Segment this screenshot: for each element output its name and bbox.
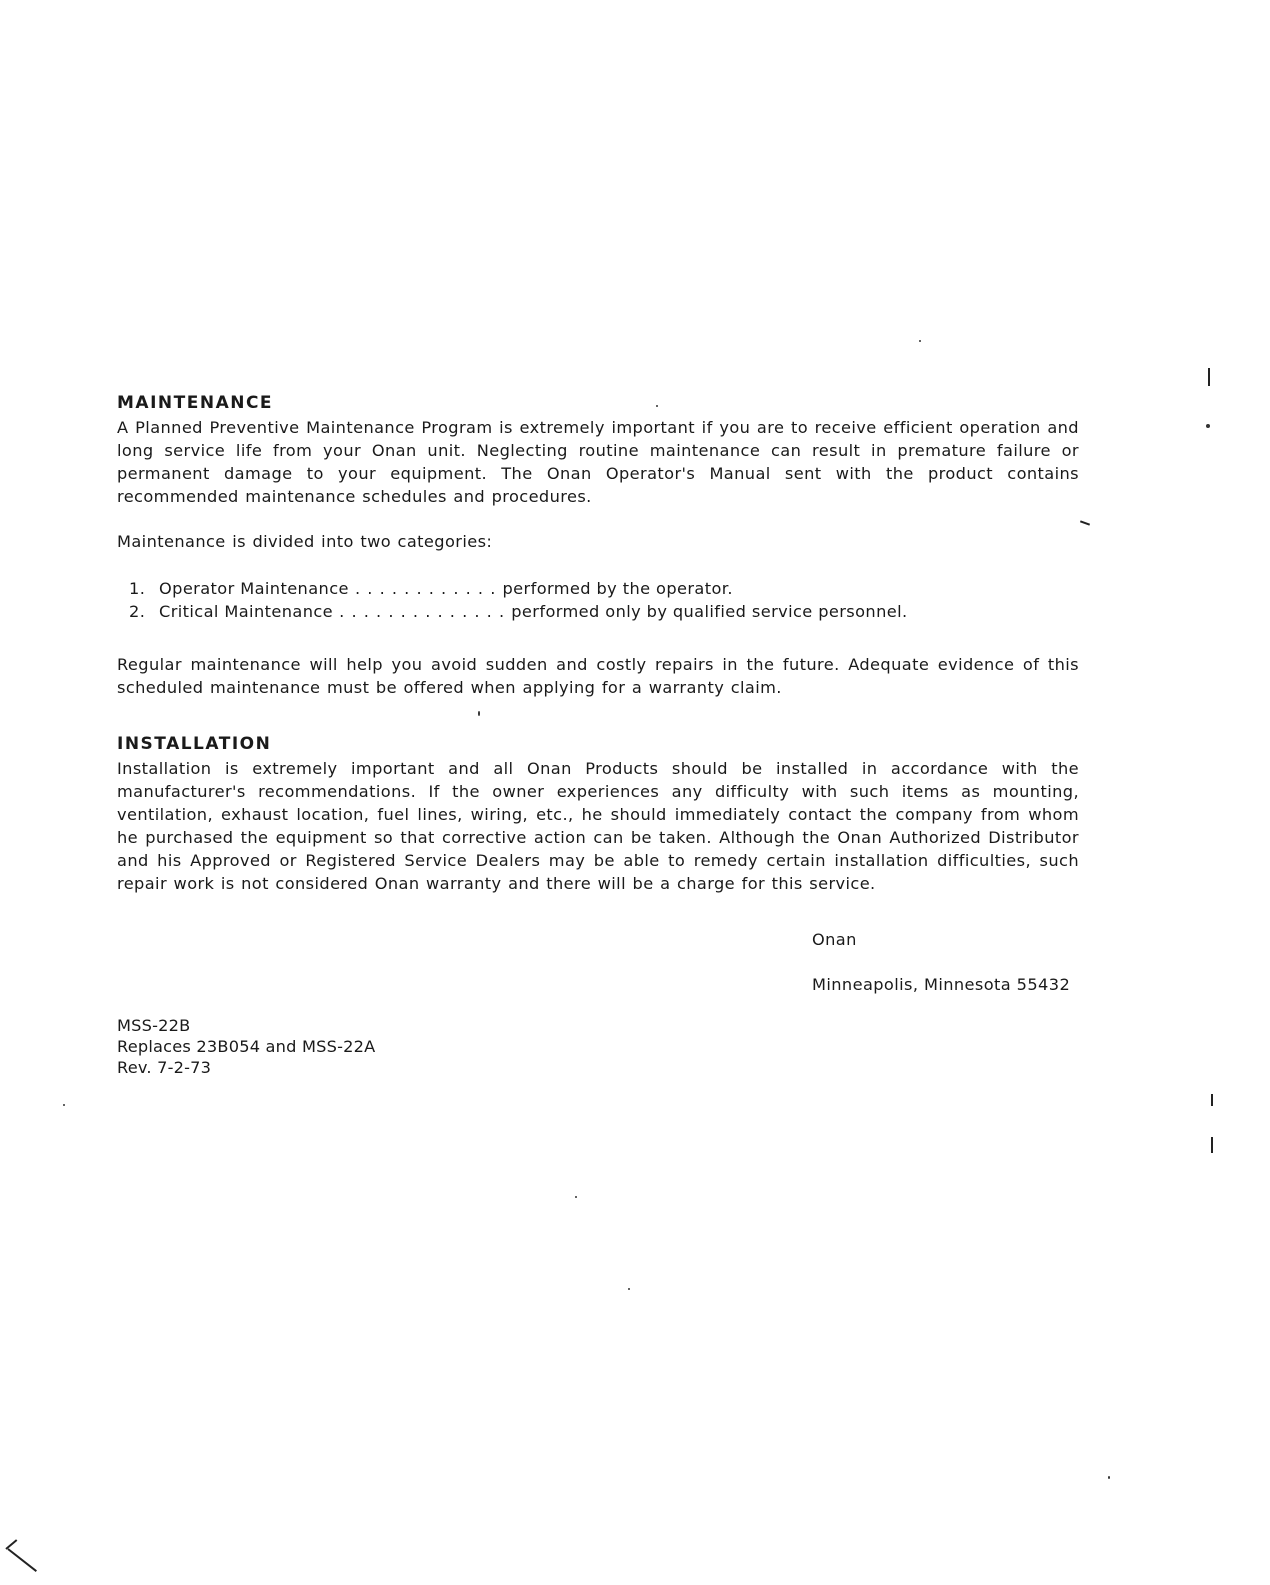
maintenance-heading: MAINTENANCE [117,393,274,413]
categories-intro: Maintenance is divided into two categories: [117,532,493,551]
maintenance-section [117,392,1079,699]
scan-corner-mark [5,1539,17,1550]
scan-speck [575,1196,577,1198]
installation-body: Installation is extremely important and all Onan Products should be installed in accordance with the manufacturer's recommendations. If the owner experiences any difficulty with such items as mounting, ventilation, exhaust location, fuel lines, wiring, etc., he should immediately contact the company from whom he purchased the equipment so that corrective action can be taken. Although the Onan Authorized Distributor and his Approved or Registered Service Dealers may be able to remedy certain installation difficulties, such repair work is not considered Onan warranty and there will be a charge for this service. [117,759,1079,893]
scan-mark [1211,1137,1213,1153]
list-item-description: performed only by qualified service personnel. [511,602,908,621]
document-revision: Rev. 7-2-73 [117,1058,212,1077]
maintenance-closing: Regular maintenance will help you avoid sudden and costly repairs in the future. Adequate evidence of this scheduled maintenance must be offered when applying for a warranty claim. [117,655,1079,697]
scan-speck [656,405,658,407]
list-item-label: Operator Maintenance [159,579,349,598]
installation-heading: INSTALLATION [117,734,272,754]
scan-speck [63,1104,65,1106]
scan-speck [919,340,921,342]
maintenance-intro: A Planned Preventive Maintenance Program is extremely important if you are to receive efficient operation and long service life from your Onan unit. Neglecting routine maintenance can result in premature failure or permanent damage to your equipment. The Onan Operator's Manual sent with the product contains recommended maintenance schedules and procedures. [117,418,1079,506]
scan-mark [1080,520,1090,525]
signoff-block [812,928,1070,1018]
list-item-number: 1. [129,579,146,598]
list-item-leader-dots: . . . . . . . . . . . . . . [333,602,512,621]
list-item [117,600,1079,623]
document-replaces: Replaces 23B054 and MSS-22A [117,1037,376,1056]
main-content [117,392,1079,895]
maintenance-categories-list [117,577,1079,623]
scan-speck [478,711,480,716]
list-item [117,577,1079,600]
scan-mark [1211,1094,1213,1106]
document-code: MSS-22B [117,1016,191,1035]
scan-corner-mark [7,1548,37,1572]
scan-speck [1206,424,1210,428]
list-item-label: Critical Maintenance [159,602,334,621]
list-item-leader-dots: . . . . . . . . . . . . [348,579,503,598]
scan-speck [1108,1476,1110,1479]
list-item-description: performed by the operator. [502,579,733,598]
scan-speck [628,1288,630,1290]
document-reference [117,1015,375,1078]
scan-mark [1208,368,1210,386]
list-item-number: 2. [129,602,146,621]
installation-section [117,733,1079,895]
signoff-address: Minneapolis, Minnesota 55432 [812,975,1071,994]
signoff-company: Onan [812,930,857,949]
